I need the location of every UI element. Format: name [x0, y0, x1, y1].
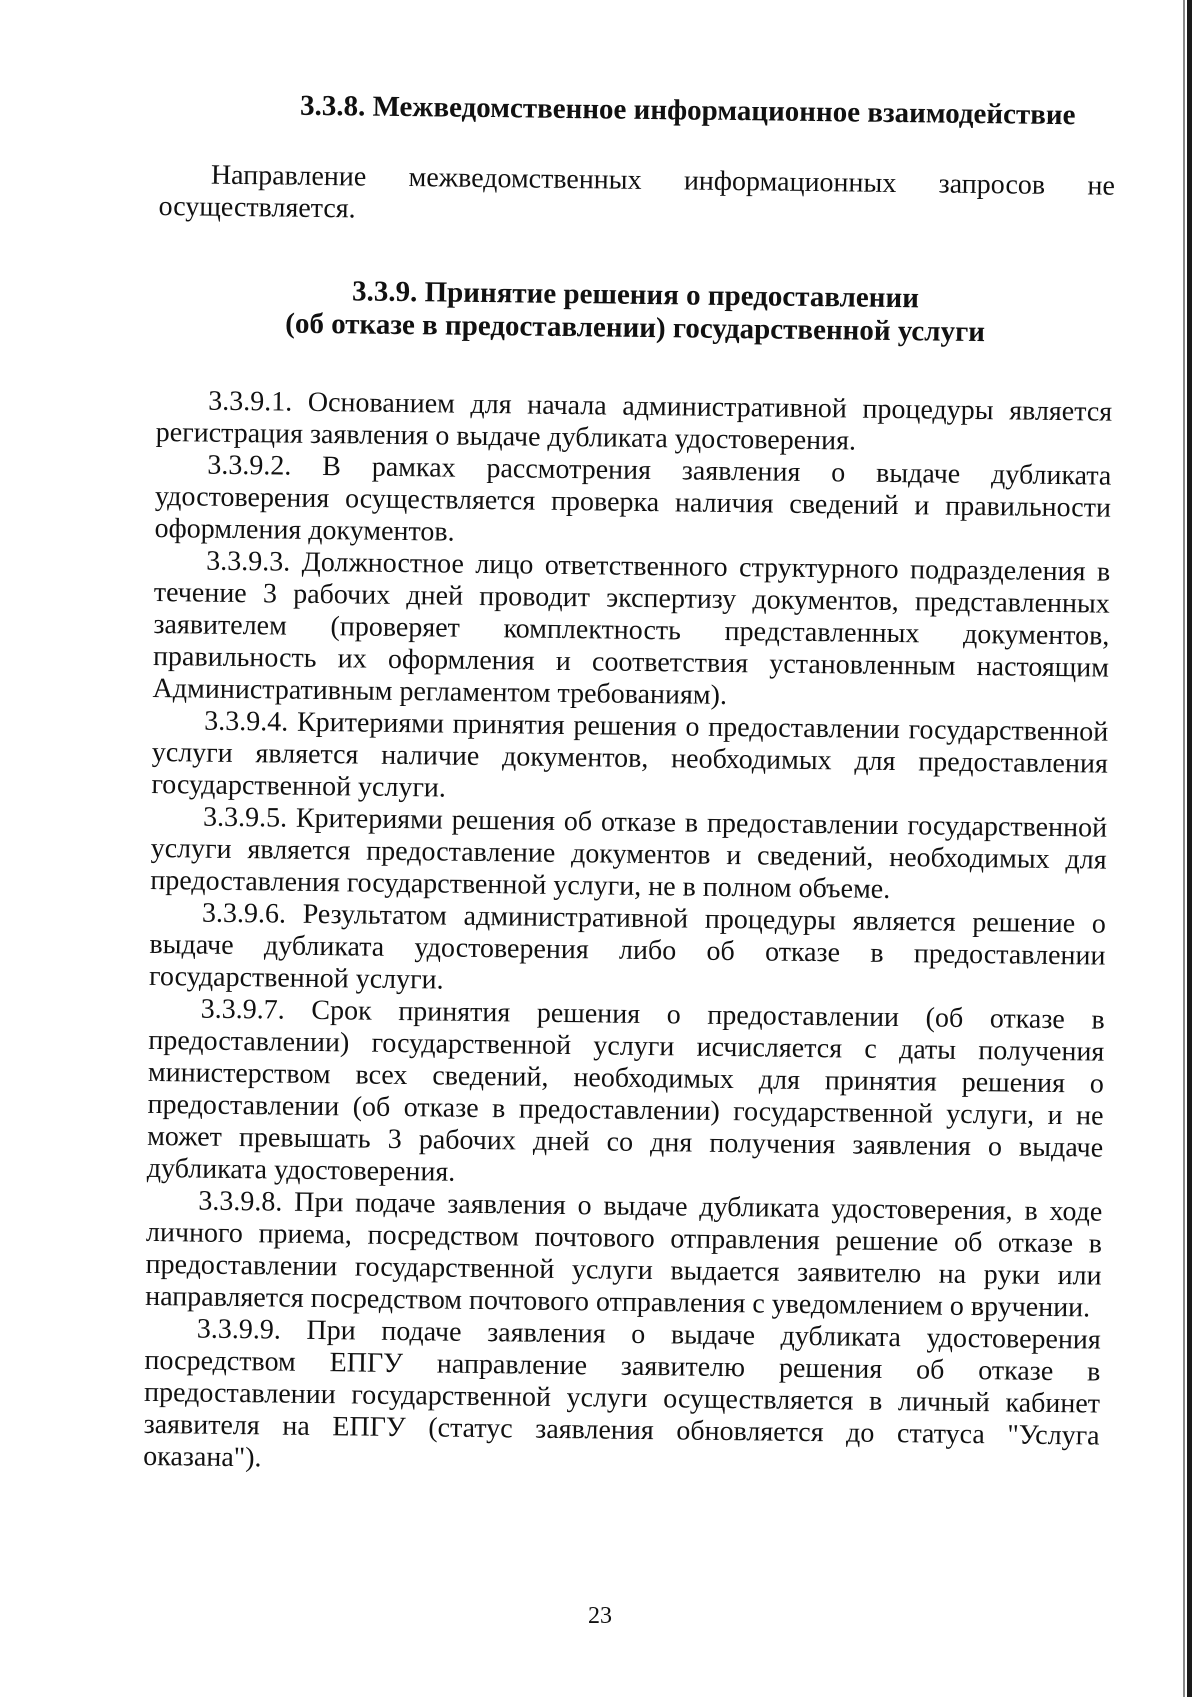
paragraph-3-3-9-6: 3.3.9.6. Результатом административной процедуры является решение о выдаче дубликата удостоверения либо об отказе в предоставлении государственной услуги.	[148, 897, 1107, 996]
section-heading-line-2: (об отказе в предоставлении) государственной услуги	[285, 307, 986, 349]
paragraph-3-3-9-8: 3.3.9.8. При подаче заявления о выдаче дубликата удостоверения, в ходе личного приема, посредством почтового отправления решение об отказе в предоставлении государственной услуги выдается заявителю на руки или направляется посредством почтового отправления с уведомлением о вручении.	[145, 1185, 1103, 1324]
section-heading-line-1: 3.3.9. Принятие решения о предоставлении	[351, 275, 920, 315]
document-body	[143, 88, 1116, 1485]
page-number: 23	[588, 1603, 612, 1629]
scan-page-edge-shadow	[1183, 0, 1185, 1697]
paragraph-3-3-9-1: 3.3.9.1. Основанием для начала административной процедуры является регистрация заявления о выдаче дубликата удостоверения.	[155, 385, 1113, 457]
paragraph-3-3-9-5: 3.3.9.5. Критериями решения об отказе в предоставлении государственной услуги является предоставление документов и сведений, необходимых для предоставления государственной услуги, не в полном объеме.	[150, 801, 1108, 905]
paragraph-3-3-9-9: 3.3.9.9. При подаче заявления о выдаче дубликата удостоверения посредством ЕПГУ направление заявителю решения об отказе в предоставлении государственной услуги осуществляется в личный кабинет заявителя на ЕПГУ (статус заявления обновляется до статуса "Услуга оказана").	[143, 1313, 1101, 1474]
paragraph-3-3-9-4: 3.3.9.4. Критериями принятия решения о предоставлении государственной услуги является наличие документов, необходимых для предоставления государственной услуги.	[151, 705, 1109, 804]
intro-paragraph: Направление межведомственных информационных запросов не осуществляется.	[158, 159, 1116, 225]
scan-page-edge	[1187, 0, 1192, 1697]
paragraph-3-3-9-3: 3.3.9.3. Должностное лицо ответственного структурного подразделения в течение 3 рабочих дней проводит экспертизу документов, представленных заявителем (проверяет комплектность представленных документов, правильность их оформления и соответствия установленным настоящим Административным регламентом требованиям).	[152, 545, 1111, 711]
section-heading-3-3-9	[157, 273, 1114, 351]
paragraph-3-3-9-7: 3.3.9.7. Срок принятия решения о предоставлении (об отказе в предоставлении) государственной услуги исчисляется с даты получения министерством всех сведений, необходимых для принятия решения о предоставлении (об отказе в предоставлении) государственной услуги, и не может превышать 3 рабочих дней со дня получения заявления о выдаче дубликата удостоверения.	[146, 993, 1105, 1188]
paragraph-3-3-9-2: 3.3.9.2. В рамках рассмотрения заявления о выдаче дубликата удостоверения осуществляется проверка наличия сведений и правильности оформления документов.	[154, 449, 1112, 548]
section-heading-3-3-8: 3.3.8. Межведомственное информационное взаимодействие	[299, 89, 1076, 132]
